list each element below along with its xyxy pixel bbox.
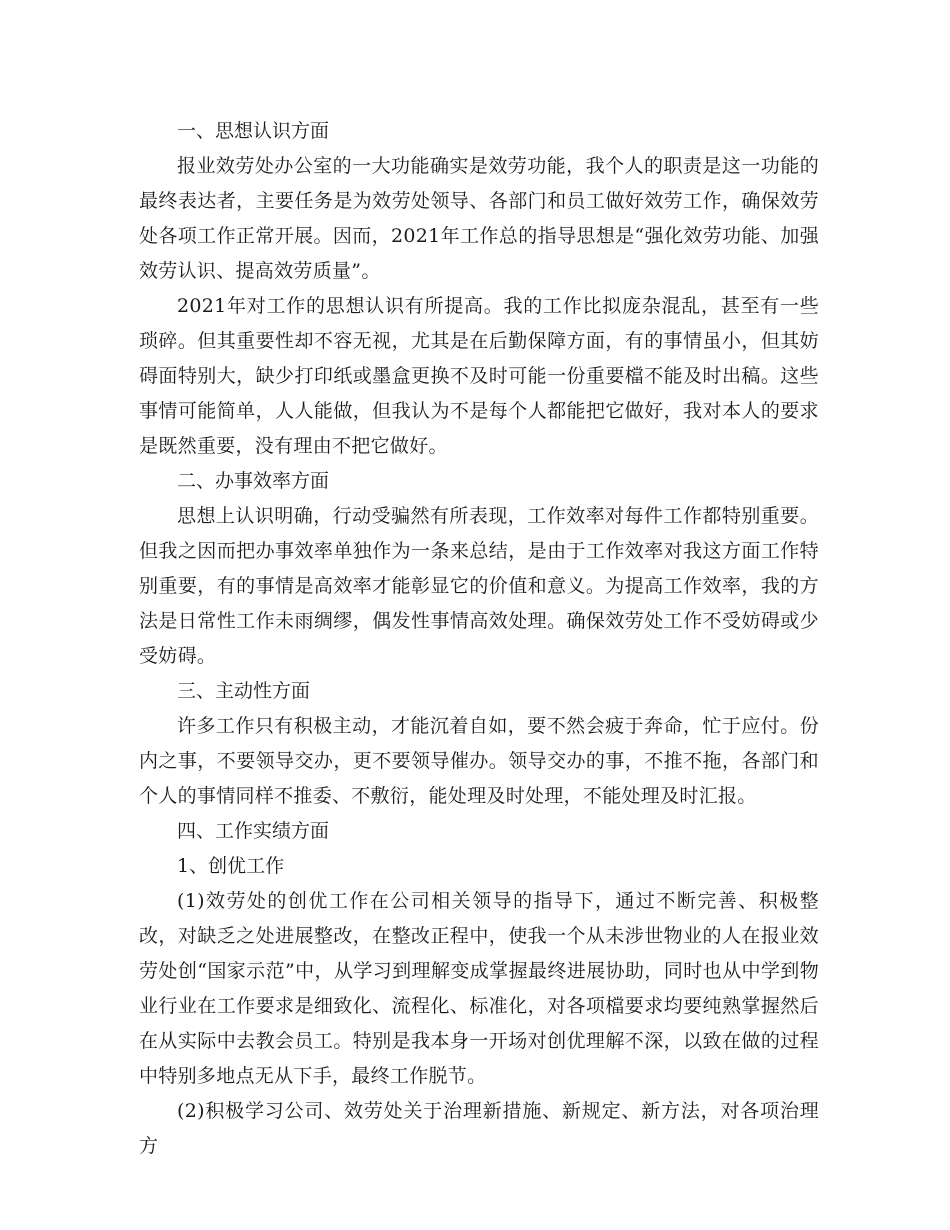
paragraph-service-function: 报业效劳处办公室的一大功能确实是效劳功能，我个人的职责是这一功能的最终表达者，主要任务是为效劳处领导、各部门和员工做好效劳工作，确保效劳处各项工作正常开展。因而，2021年工作总的指导思想是“强化效劳功能、加强效劳认识、提高效劳质量”。 <box>139 155 819 282</box>
paragraph-efficiency: 思想上认识明确，行动受骗然有所表现，工作效率对每件工作都特别重要。但我之因而把办事效率单独作为一条来总结，是由于工作效率对我这方面工作特别重要，有的事情是高效率才能彰显它的价值和意义。为提高工作效率，我的方法是日常性工作未雨绸缪，偶发性事情高效处理。确保效劳处工作不受妨碍或少受妨碍。 <box>139 505 819 667</box>
section-heading-initiative: 三、主动性方面 <box>177 680 311 702</box>
section-heading-achievements: 四、工作实绩方面 <box>177 820 330 842</box>
section-heading-efficiency: 二、办事效率方面 <box>177 470 330 492</box>
paragraph-excellence-1: (1)效劳处的创优工作在公司相关领导的指导下，通过不断完善、积极整改，对缺乏之处进展整改，在整改正程中，使我一个从未涉世物业的人在报业效劳处创“国家示范”中，从学习到理解变成掌握最终进展协助，同时也从中学到物业行业在工作要求是细致化、流程化、标准化，对各项檔要求均要纯熟掌握然后在从实际中去教会员工。特别是我本身一开场对创优理解不深，以致在做的过程中特别多地点无从下手，最终工作脱节。 <box>139 890 819 1087</box>
paragraph-initiative: 许多工作只有积极主动，才能沉着自如，要不然会疲于奔命，忙于应付。份内之事，不要领导交办，更不要领导催办。领导交办的事，不推不拖，各部门和个人的事情同样不推委、不敷衍，能处理及时处理，不能处理及时汇报。 <box>139 715 819 807</box>
paragraph-ideology-improvement: 2021年对工作的思想认识有所提高。我的工作比拟庞杂混乱，甚至有一些琐碎。但其重要性却不容无视，尤其是在后勤保障方面，有的事情虽小，但其妨碍面特别大，缺少打印纸或墨盒更换不及时可能一份重要檔不能及时出稿。这些事情可能简单，人人能做，但我认为不是每个人都能把它做好，我对本人的要求是既然重要，没有理由不把它做好。 <box>139 295 819 457</box>
subsection-heading-excellence: 1、创优工作 <box>177 855 285 877</box>
document-page <box>139 114 819 1164</box>
section-heading-ideology: 一、思想认识方面 <box>177 120 330 142</box>
paragraph-excellence-2: (2)积极学习公司、效劳处关于治理新措施、新规定、新方法，对各项治理方 <box>139 1100 819 1157</box>
